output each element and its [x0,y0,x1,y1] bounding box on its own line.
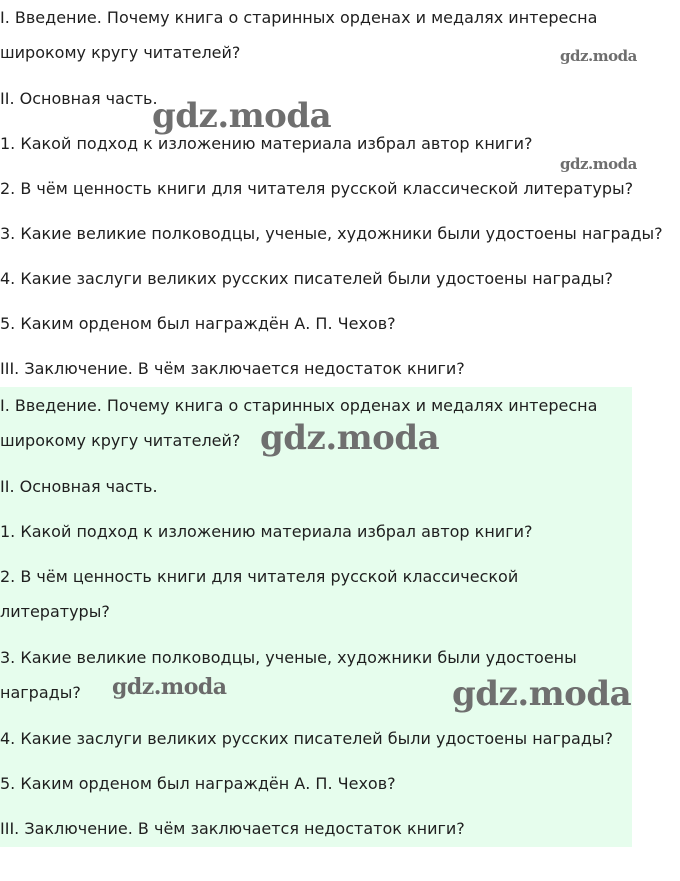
plan-line: широкому кругу читателей? [0,43,241,62]
plan-line: 1. Какой подход к изложению материала избрал автор книги? [0,522,533,541]
plan-line: 5. Каким орденом был награждён А. П. Чехов? [0,314,396,333]
plan-line: широкому кругу читателей? [0,431,241,450]
plan-line: 4. Какие заслуги великих русских писателей были удостоены награды? [0,269,614,288]
plan-line: литературы? [0,602,110,621]
plan-heading: II. Основная часть. [0,89,158,108]
watermark-logo: gdz.moda [112,674,227,700]
watermark-logo: gdz.moda [560,47,637,65]
plan-line: 2. В чём ценность книги для читателя русской классической [0,567,519,586]
plan-line: I. Введение. Почему книга о старинных орденах и медалях интересна [0,396,598,415]
plan-line: 5. Каким орденом был награждён А. П. Чехов? [0,774,396,793]
plan-line: I. Введение. Почему книга о старинных орденах и медалях интересна [0,8,598,27]
plan-line: 2. В чём ценность книги для читателя русской классической литературы? [0,179,634,198]
plan-line: 3. Какие великие полководцы, ученые, художники были удостоены награды? [0,224,663,243]
plan-line: III. Заключение. В чём заключается недостаток книги? [0,359,465,378]
plan-heading: II. Основная часть. [0,477,158,496]
watermark-logo: gdz.moda [260,418,440,458]
plan-line: 4. Какие заслуги великих русских писателей были удостоены награды? [0,729,614,748]
watermark-logo: gdz.moda [152,96,332,136]
plan-line: 1. Какой подход к изложению материала избрал автор книги? [0,134,533,153]
plan-line: награды? [0,683,81,702]
plan-line: III. Заключение. В чём заключается недостаток книги? [0,819,465,838]
plan-line: 3. Какие великие полководцы, ученые, художники были удостоены [0,648,577,667]
watermark-logo: gdz.moda [452,674,632,714]
watermark-logo: gdz.moda [560,155,637,173]
